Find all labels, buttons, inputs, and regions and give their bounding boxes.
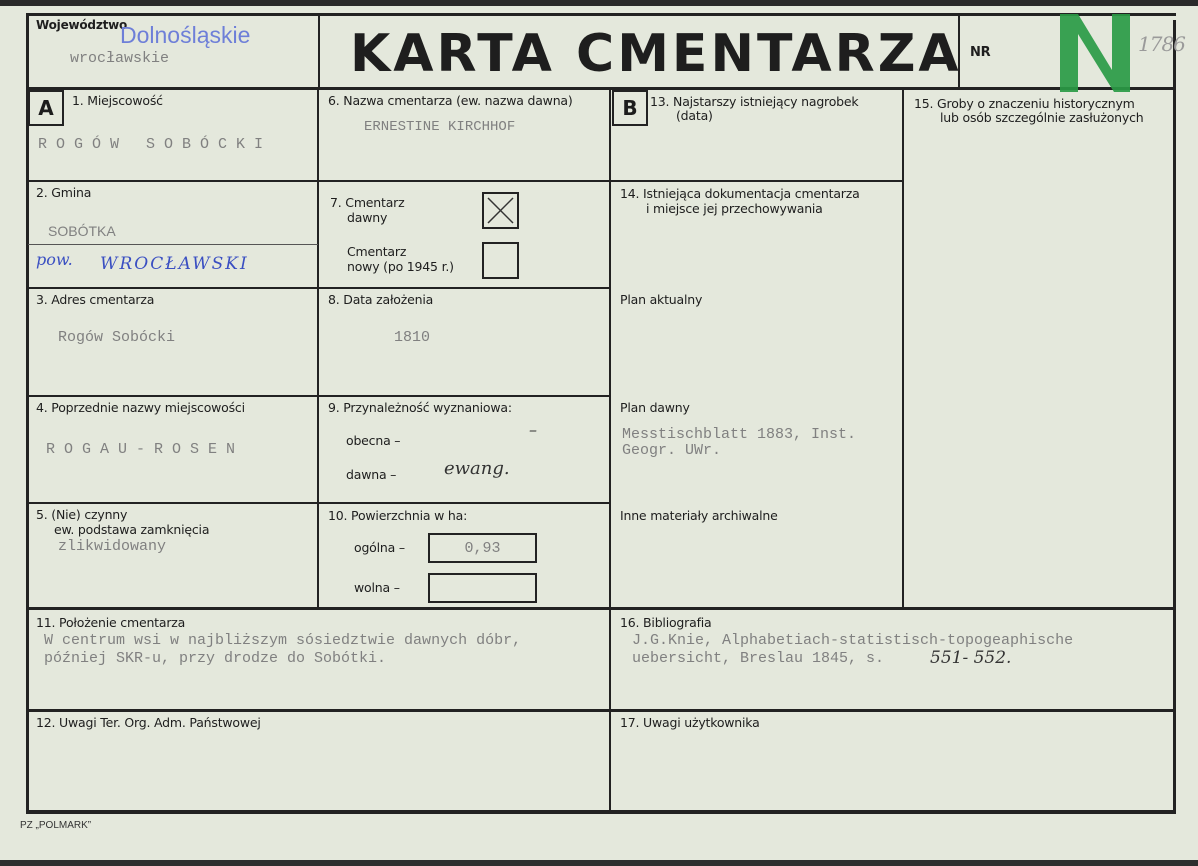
- card-top-edge: [0, 0, 1198, 6]
- field-9-current-value: –: [529, 420, 537, 439]
- divider: [318, 13, 320, 88]
- divider: [609, 88, 611, 812]
- field-5-label-line2: ew. podstawa zamknięcia: [54, 522, 210, 537]
- field-7-old-label-line2: dawny: [347, 210, 388, 225]
- field-6-label: 6. Nazwa cmentarza (ew. nazwa dawna): [328, 93, 573, 108]
- field-4-label: 4. Poprzednie nazwy miejscowości: [36, 400, 245, 415]
- green-marker-n-icon: [1058, 12, 1134, 92]
- field-6-value: ERNESTINE KIRCHHOF: [364, 119, 516, 135]
- frame-top: [26, 13, 1176, 16]
- wojewodztwo-stamp: Dolnośląskie: [120, 22, 251, 48]
- divider: [26, 180, 611, 182]
- field-10-label: 10. Powierzchnia w ha:: [328, 508, 468, 523]
- field-13-label-line2: (data): [676, 108, 713, 123]
- field-9-current-label: obecna –: [346, 433, 401, 448]
- field-12-label: 12. Uwagi Ter. Org. Adm. Państwowej: [36, 715, 261, 730]
- frame-left: [26, 13, 29, 813]
- field-3-label: 3. Adres cmentarza: [36, 292, 155, 307]
- field-11-value-line1: W centrum wsi w najbliższym sósiedztwie dawnych dóbr,: [44, 632, 522, 649]
- field-5-value: zlikwidowany: [58, 538, 167, 555]
- plan-old-value-line2: Geogr. UWr.: [622, 442, 722, 459]
- nr-pencil-number: 1786: [1138, 32, 1185, 56]
- plan-old-value-line1: Messtischblatt 1883, Inst.: [622, 426, 857, 443]
- field-16-label: 16. Bibliografia: [620, 615, 712, 630]
- divider: [317, 88, 319, 608]
- divider: [28, 244, 318, 245]
- field-14-label-line1: 14. Istniejąca dokumentacja cmentarza: [620, 186, 860, 201]
- new-cemetery-checkbox[interactable]: [482, 242, 519, 279]
- divider: [609, 180, 903, 182]
- divider: [26, 395, 611, 397]
- field-1-label: 1. Miejscowość: [72, 93, 163, 108]
- field-8-label: 8. Data założenia: [328, 292, 434, 307]
- field-7-new-label-line2: nowy (po 1945 r.): [347, 259, 454, 274]
- field-3-value: Rogów Sobócki: [58, 329, 176, 346]
- field-16-value-line1: J.G.Knie, Alphabetiach-statistisch-topogeaphische: [632, 632, 1074, 649]
- field-5-label-line1: 5. (Nie) czynny: [36, 507, 128, 522]
- header-bottom-line: [26, 87, 1176, 90]
- nr-label: NR: [970, 45, 991, 60]
- field-7-old-label-line1: 7. Cmentarz: [330, 195, 405, 210]
- field-4-value: R O G A U - R O S E N: [46, 441, 236, 458]
- field-8-value: 1810: [394, 329, 431, 346]
- old-cemetery-checkbox[interactable]: [482, 192, 519, 229]
- other-materials-label: Inne materiały archiwalne: [620, 508, 778, 523]
- field-9-former-value: ewang.: [444, 458, 510, 479]
- field-15-label-line1: 15. Groby o znaczeniu historycznym: [914, 96, 1135, 111]
- wojewodztwo-label: Województwo: [36, 18, 128, 32]
- field-1-value: R O G Ó W S O B Ó C K I: [38, 136, 264, 153]
- field-7-new-label-line1: Cmentarz: [347, 244, 407, 259]
- field-14-label-line2: i miejsce jej przechowywania: [646, 201, 823, 216]
- field-16-hand-pages: 551- 552.: [930, 648, 1012, 668]
- field-2-hand-prefix: pow.: [36, 250, 73, 269]
- field-13-label-line1: 13. Najstarszy istniejący nagrobek: [650, 94, 859, 109]
- divider: [902, 88, 904, 608]
- printer-mark: PZ „POLMARK”: [20, 820, 92, 831]
- divider: [26, 502, 611, 504]
- section-b-badge: B: [612, 90, 648, 126]
- field-2-value: SOBÓTKA: [48, 223, 116, 239]
- total-area-field[interactable]: 0,93: [428, 533, 537, 563]
- card-bottom-edge: [0, 860, 1198, 866]
- page-title: KARTA CMENTARZA: [350, 24, 962, 84]
- field-10-total-label: ogólna –: [354, 540, 405, 555]
- wojewodztwo-value: wrocławskie: [70, 50, 170, 67]
- divider: [26, 287, 611, 289]
- frame-right: [1173, 20, 1176, 813]
- field-10-free-label: wolna –: [354, 580, 400, 595]
- field-17-label: 17. Uwagi użytkownika: [620, 715, 760, 730]
- checkmark-x-icon: [484, 194, 517, 227]
- divider: [26, 607, 1176, 610]
- plan-current-label: Plan aktualny: [620, 292, 703, 307]
- free-area-field[interactable]: [428, 573, 537, 603]
- frame-bottom: [26, 810, 1176, 814]
- field-2-label: 2. Gmina: [36, 185, 92, 200]
- plan-old-label: Plan dawny: [620, 400, 690, 415]
- field-9-former-label: dawna –: [346, 467, 397, 482]
- field-9-label: 9. Przynależność wyznaniowa:: [328, 400, 512, 415]
- field-2-hand-value: WROCŁAWSKI: [100, 254, 249, 274]
- field-11-label: 11. Położenie cmentarza: [36, 615, 186, 630]
- section-a-badge: A: [28, 90, 64, 126]
- field-11-value-line2: później SKR-u, przy drodze do Sobótki.: [44, 650, 387, 667]
- divider: [26, 709, 1176, 712]
- field-16-value-line2: uebersicht, Breslau 1845, s.: [632, 650, 885, 667]
- field-15-label-line2: lub osób szczególnie zasłużonych: [940, 110, 1144, 125]
